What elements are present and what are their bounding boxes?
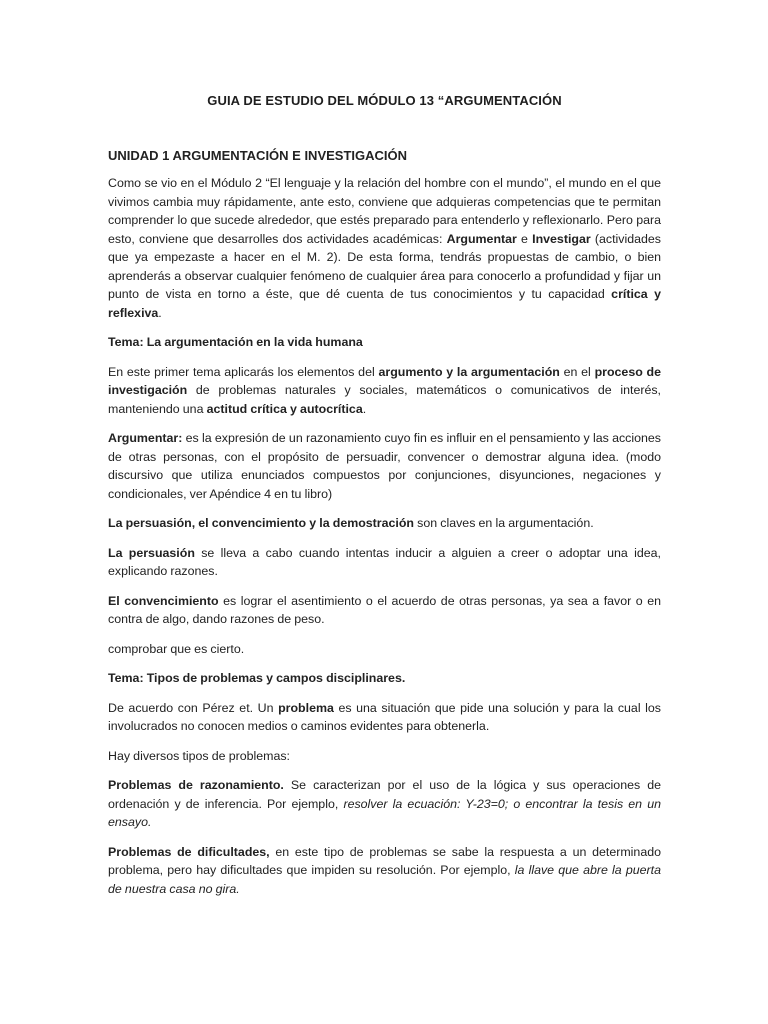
unit-heading: UNIDAD 1 ARGUMENTACIÓN E INVESTIGACIÓN <box>108 148 408 163</box>
tipos-paragraph: Hay diversos tipos de problemas: <box>108 748 290 763</box>
argumentar-definition: Argumentar: es la expresión de un razonamiento cuyo fin es influir en el pensamiento y las acciones de otras personas, con el propósito de persuadir, convencer o demostrar alguna idea. (modo discursivo que utiliza enunciados compuestos por conjunciones, disyunciones, negaciones y condicionales, ver Apéndice 4 en tu libro) <box>108 431 661 501</box>
topic-heading-problemas: Tema: Tipos de problemas y campos disciplinares. <box>108 671 406 685</box>
dificultades-definition: Problemas de dificultades, en este tipo de problemas se sabe la respuesta a un determinado problema, pero hay dificultades que impiden su resolución. Por ejemplo, la llave que abre la puerta de nuestra casa no gira. <box>108 844 661 896</box>
intro-paragraph: Como se vio en el Módulo 2 “El lenguaje y la relación del hombre con el mundo”, el mundo en el que vivimos cambia muy rápidamente, ante esto, conviene que adquieras competencias que te permitan comprender lo que sucede alrededor, que estés preparado para entenderlo y reflexionarlo. Pero para esto, conviene que desarrolles dos actividades académicas: Argumentar e Investigar (actividades que ya empezaste a hacer en el M. 2). De esta forma, tendrás propuestas de cambio, o bien aprenderás a observar cualquier fenómeno de cualquier área para conocerlo a profundidad y fijar un punto de vista en torno a éste, que dé cuenta de tus conocimientos y tu capacidad crítica y reflexiva. <box>108 176 662 320</box>
document-title: GUIA DE ESTUDIO DEL MÓDULO 13 “ARGUMENTACIÓN <box>207 93 562 108</box>
document-body <box>108 88 661 909</box>
claves-paragraph: La persuasión, el convencimiento y la demostración son claves en la argumentación. <box>108 516 594 530</box>
comprobar-paragraph: comprobar que es cierto. <box>108 641 245 656</box>
convencimiento-definition: El convencimiento es lograr el asentimiento o el acuerdo de otras personas, ya sea a favor o en contra de algo, dando razones de peso. <box>108 593 661 626</box>
topic-heading-argumentacion: Tema: La argumentación en la vida humana <box>108 335 363 349</box>
problema-definition: De acuerdo con Pérez et. Un problema es una situación que pide una solución y para la cual los involucrados no conocen medios o caminos evidentes para obtenerla. <box>108 700 661 733</box>
topic-intro-paragraph: En este primer tema aplicarás los elementos del argumento y la argumentación en el proceso de investigación de problemas naturales y sociales, matemáticos o comunicativos de interés, manteniendo una actitud crítica y autocrítica. <box>108 364 662 416</box>
persuasion-definition: La persuasión se lleva a cabo cuando intentas inducir a alguien a creer o adoptar una idea, explicando razones. <box>108 545 661 578</box>
razonamiento-definition: Problemas de razonamiento. Se caracterizan por el uso de la lógica y sus operaciones de ordenación y de inferencia. Por ejemplo, resolver la ecuación: Y-23=0; o encontrar la tesis en un ensayo. <box>108 778 661 829</box>
